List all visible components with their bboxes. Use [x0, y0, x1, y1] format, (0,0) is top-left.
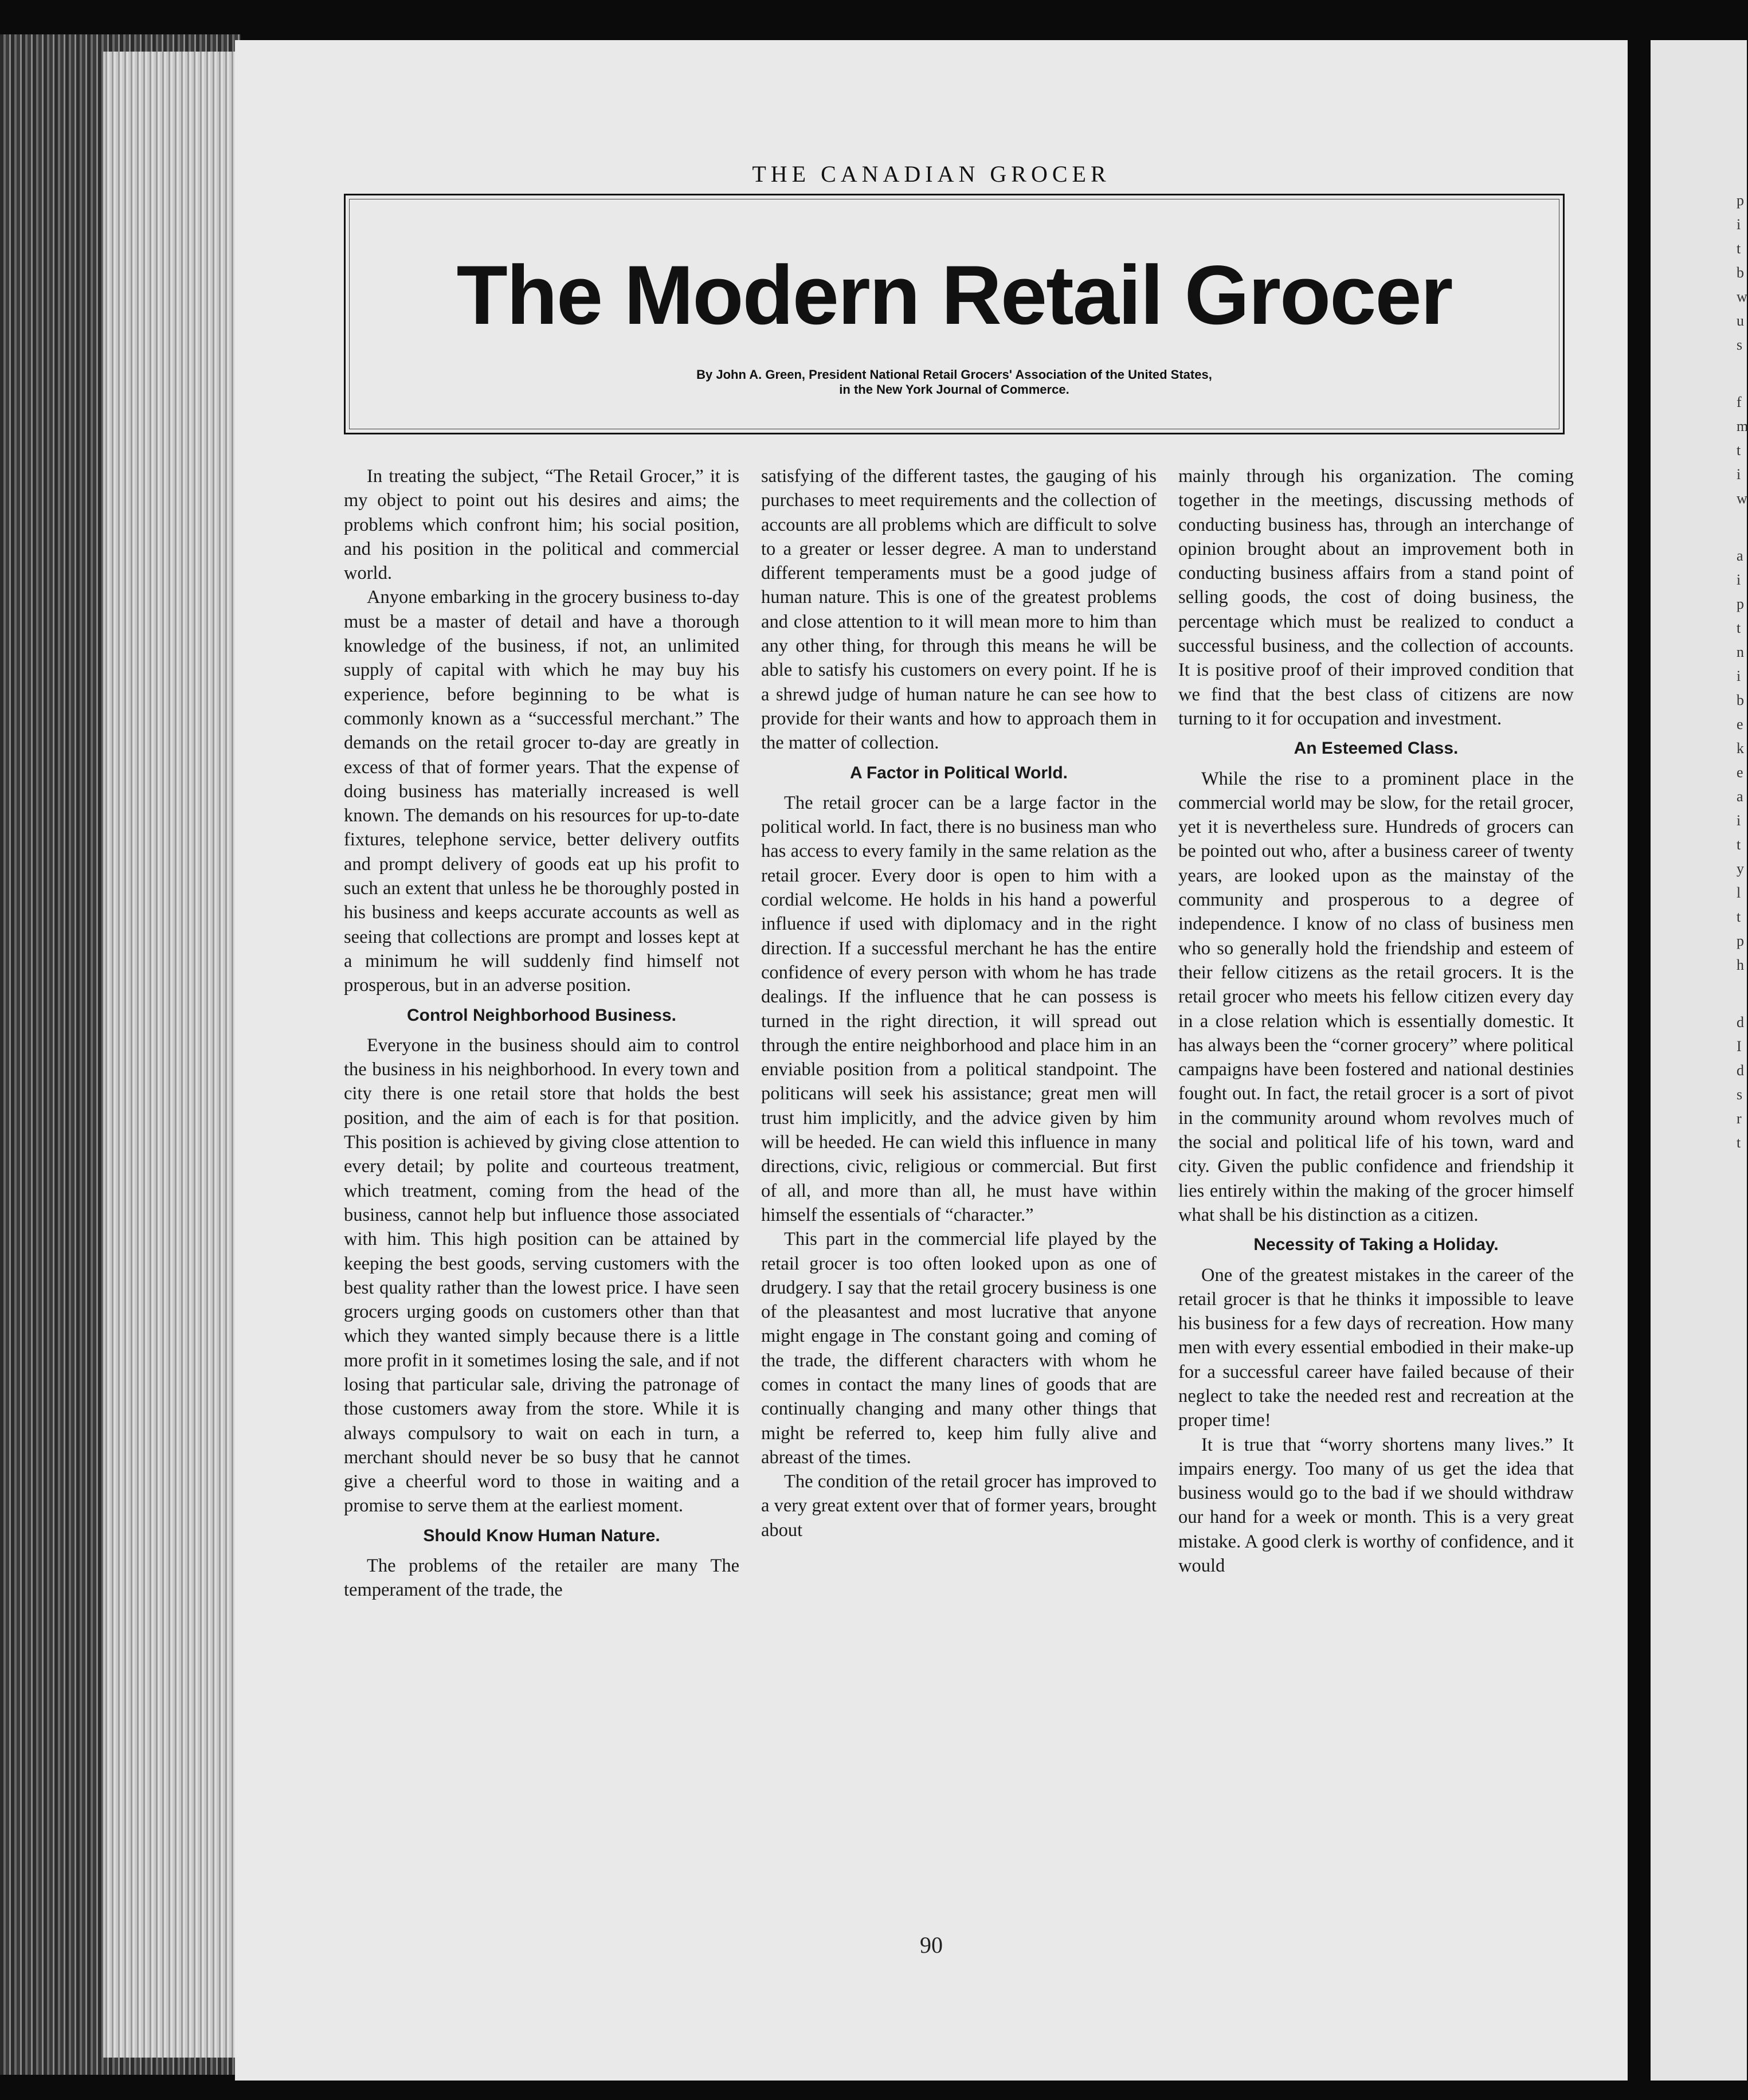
column-3 [1178, 464, 1574, 1578]
facing-page-fragment: a [1737, 547, 1743, 564]
facing-page-fragment: s [1737, 1086, 1743, 1103]
facing-page-fragment: p [1737, 595, 1744, 612]
facing-page-fragment: m [1737, 418, 1748, 434]
paragraph: Anyone embarking in the grocery business to-day must be a master of detail and have a thorough knowledge of the business, if not, an unlimited supply of capital with which he may buy his experience, before beginning to be what is commonly known as a “successful merchant.” The demands on the retail grocer to-day are greatly in excess of that of former years. That the expense of doing business has materially increased is well known. The demands on his resources for up-to-date fixtures, telephone service, better delivery outfits and prompt delivery of goods eat up his profit to such an extent that unless he be thoroughly posted in his business and keeps accurate accounts as well as seeing that collections are prompt and losses kept at a minimum he will suddenly find himself not prosperous, but in an adverse position. [344, 587, 739, 996]
paragraph: It is true that “worry shortens many lives.” It impairs energy. Too many of us get the idea that business would go to the bad if we should withdraw our hand for a week or month. This is a very great mistake. A good clerk is worthy of confidence, and it would [1178, 1434, 1574, 1577]
byline [346, 367, 1563, 397]
facing-page-fragment: i [1737, 571, 1741, 588]
subheading: An Esteemed Class. [1294, 739, 1459, 758]
facing-page-fragment: i [1737, 466, 1741, 483]
facing-page-fragment: t [1737, 240, 1741, 257]
facing-page-fragment: i [1737, 216, 1741, 233]
facing-page-fragment: r [1737, 1110, 1742, 1127]
paragraph: satisfying of the different tastes, the gauging of his purchases to meet requirements and the collection of accounts are all problems which are difficult to solve to a greater or lesser degree. A man to understand different temperaments must be a good judge of human nature. This is one of the greatest problems and close attention to it will mean more to him than any other thing, for through this means he will be able to satisfy his customers on every point. If he is a shrewd judge of human nature he can see how to provide for their wants and how to approach them in the matter of collection. [761, 466, 1157, 754]
facing-page-fragment: u [1737, 312, 1744, 329]
facing-page-fragment: a [1737, 788, 1743, 805]
paragraph: In treating the subject, “The Retail Grocer,” it is my object to point out his desires and aims; the problems which confront him; his social position, and his position in the political and commercial world. [344, 466, 739, 584]
facing-page-fragment: k [1737, 740, 1744, 757]
byline-line-1: By John A. Green, President National Retail Grocers' Association of the United States, [696, 367, 1212, 382]
column-2 [761, 464, 1157, 1542]
facing-page-fragment: l [1737, 884, 1741, 901]
facing-page-fragment: i [1737, 668, 1741, 684]
magazine-page [235, 40, 1628, 2081]
facing-page-fragment: f [1737, 394, 1742, 410]
facing-page-fragment: h [1737, 957, 1744, 973]
title-box [344, 194, 1565, 434]
running-head: THE CANADIAN GROCER [752, 161, 1111, 187]
paragraph: The problems of the retailer are many The temperament of the trade, the [344, 1556, 739, 1601]
facing-page-fragment: n [1737, 644, 1744, 660]
paragraph: One of the greatest mistakes in the career of the retail grocer is that he thinks it impossible to leave his business for a few days of recreation. How many men with every essential embodied in their make-up for a successful career have failed because of their neglect to take the needed rest and recreation at the proper time! [1178, 1264, 1574, 1431]
facing-page-fragment: t [1737, 908, 1741, 925]
facing-page-fragment: b [1737, 264, 1744, 281]
paragraph: The retail grocer can be a large factor in the political world. In fact, there is no business man who has access to every family in the same relation as the retail grocer. Every door is open to him with a cordial welcome. He holds in his hand a powerful influence if used with diplomacy and in the right direction. If a successful merchant he has the entire confidence of every person with whom he has trade dealings. If the influence that he can possess is turned in the right direction, it will spread out through the entire neighborhood and place him in an enviable position from a political standpoint. The politicans will seek his assistance; great men will trust him implicitly, and the advice given by him will be heeded. He can wield this influence in many directions, civic, religious or commercial. But first of all, and more than all, he must have within himself the essentials of “character.” [761, 792, 1157, 1225]
page-edges [103, 52, 241, 2058]
article-title: The Modern Retail Grocer [456, 248, 1452, 342]
facing-page-fragment: t [1737, 1134, 1741, 1151]
facing-page-fragment: p [1737, 933, 1744, 949]
paragraph: mainly through his organization. The coming together in the meetings, discussing methods of conducting business has, through an interchange of opinion brought about an improvement both in conducting business affairs from a stand point of selling goods, the cost of doing business, the percentage which must be realized to conduct a successful business, and the collection of accounts. It is positive proof of their improved condition that we find that the best class of citizens are now turning to it for occupation and investment. [1178, 466, 1574, 729]
facing-page-fragment: e [1737, 716, 1743, 732]
facing-page-fragment: I [1737, 1038, 1742, 1055]
facing-page-fragment: b [1737, 692, 1744, 708]
column-1 [344, 464, 739, 1603]
subheading: Necessity of Taking a Holiday. [1253, 1235, 1499, 1255]
facing-page-fragment: t [1737, 620, 1741, 636]
subheading: A Factor in Political World. [849, 763, 1068, 782]
facing-page-fragment: w [1737, 288, 1747, 305]
subheading: Should Know Human Nature. [423, 1526, 660, 1545]
facing-page-fragment: t [1737, 442, 1741, 459]
facing-page-fragment: d [1737, 1014, 1744, 1031]
facing-page-fragment: i [1737, 812, 1741, 829]
paragraph: This part in the commercial life played by the retail grocer is too often looked upon as one of drudgery. I say that the retail grocery business is one of the pleasantest and most lucrative that anyone might engage in The constant going and coming of the trade, the different characters with whom he comes in contact the many lines of goods that are continually changing and many other things that might be referred to, keep him fully alive and abreast of the times. [761, 1229, 1157, 1468]
page-number: 90 [920, 1932, 943, 1958]
facing-page-fragment: t [1737, 836, 1741, 853]
facing-page-fragment: e [1737, 764, 1743, 781]
subheading: Control Neighborhood Business. [407, 1005, 676, 1025]
paragraph: While the rise to a prominent place in the commercial world may be slow, for the retail grocer, yet it is nevertheless sure. Hundreds of grocers can be pointed out who, after a business career of twenty years, are looked upon as the mainstay of the community and prosperous to a degree of independence. I know of no class of business men who so generally hold the friendship and esteem of their fellow citizens as the retail grocers. It is the retail grocer who meets his fellow citizen every day in a close relation which is essentially domestic. It has always been the “corner grocery” where political campaigns have been fostered and national destinies fought out. In fact, the retail grocer is a sort of pivot in the community around whom revolves much of the social and political life of his town, ward and city. Given the public confidence and friendship it lies entirely within the making of the grocer himself what shall be his distinction as a citizen. [1178, 768, 1574, 1225]
facing-page-fragment: p [1737, 192, 1744, 209]
facing-page-edge [1651, 40, 1747, 2081]
paragraph: Everyone in the business should aim to control the business in his neighborhood. In every town and city there is one retail store that holds the best position, and the aim of each is for that position. This position is achieved by giving close attention to every detail; by polite and courteous treatment, which treatment, coming from the head of the business, cannot help but influence those associated with him. This high position can be attained by keeping the best goods, serving customers with the best quality rather than the lowest price. I have seen grocers urging goods on customers other than that which they wanted simply because there is a little more profit in it sometimes losing the sale, and if not losing that particular sale, driving the patronage of those customers away from the store. While it is always compulsory to wait on each in turn, a merchant should never be so busy that he cannot give a cheerful word to those in waiting and a promise to serve them at the earliest moment. [344, 1035, 739, 1517]
facing-page-fragment: y [1737, 860, 1744, 877]
paragraph: The condition of the retail grocer has improved to a very great extent over that of former years, brought about [761, 1471, 1157, 1541]
facing-page-fragment: s [1737, 336, 1743, 353]
facing-page-fragment: d [1737, 1062, 1744, 1079]
facing-page-fragment: w [1737, 490, 1747, 507]
byline-line-2: in the New York Journal of Commerce. [839, 382, 1069, 397]
